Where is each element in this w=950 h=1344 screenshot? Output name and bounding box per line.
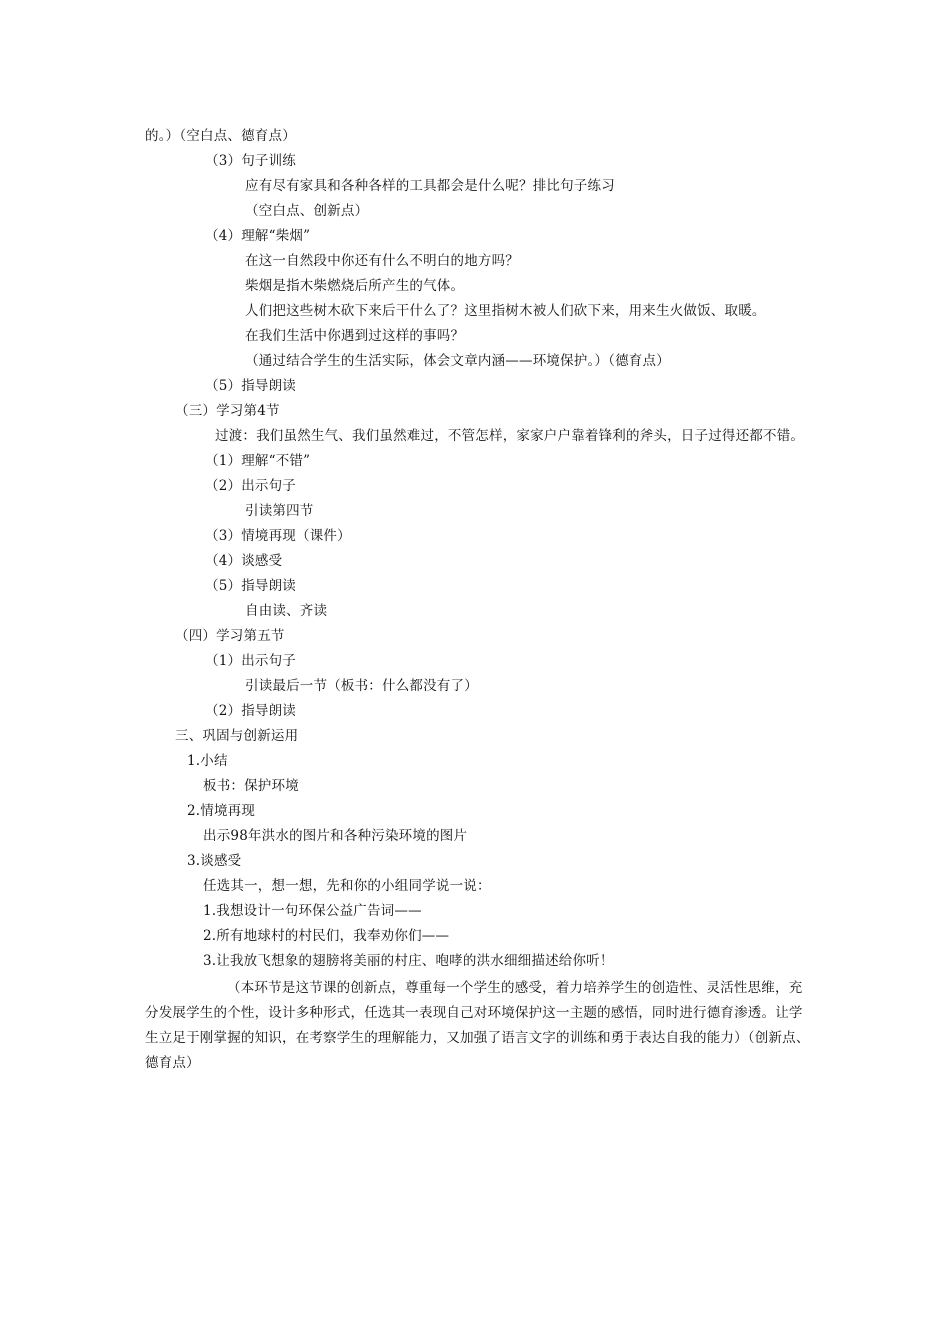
text-line: 三、巩固与创新运用 [175,728,299,744]
text-line: 自由读、齐读 [245,603,328,619]
text-line: （3）句子训练 [205,153,296,169]
text-line: 应有尽有家具和各种各样的工具都会是什么呢？排比句子练习 [245,178,615,194]
text-line: （2）指导朗读 [205,703,296,719]
text-line: （5）指导朗读 [205,578,296,594]
text-line: 在这一自然段中你还有什么不明白的地方吗？ [245,253,519,269]
text-line: （空白点、创新点） [245,203,369,219]
text-line: 板书：保护环境 [203,778,299,794]
text-line: 过渡：我们虽然生气、我们虽然难过，不管怎样，家家户户靠着锋利的斧头，日子过得还都不错。 [215,428,805,444]
text-line: 1.我想设计一句环保公益广告词—— [203,903,422,919]
closing-paragraph: （本环节是这节课的创新点，尊重每一个学生的感受，着力培养学生的创造性、灵活性思维，充分发展学生的个性，设计多种形式，任选其一表现自己对环境保护这一主题的感悟，同时进行德育渗透。让学生立足于刚掌握的知识，在考察学生的理解能力，又加强了语言文字的训练和勇于表达自我的能力）（创新点、德育点） [145,980,810,1071]
text-line: （4）理解“柴烟” [205,228,311,244]
text-line: 在我们生活中你遇到过这样的事吗？ [245,328,465,344]
text-line: 3.让我放飞想象的翅膀将美丽的村庄、咆哮的洪水细细描述给你听！ [203,953,614,969]
text-line: 任选其一，想一想，先和你的小组同学说一说： [203,878,491,894]
text-line: （5）指导朗读 [205,378,296,394]
text-line: （4）谈感受 [205,553,283,569]
text-line: （四）学习第五节 [175,628,285,644]
text-line: 2.情境再现 [187,803,256,819]
text-line: 人们把这些树木砍下来后干什么了？这里指树木被人们砍下来，用来生火做饭、取暖。 [245,303,766,319]
text-line: 3.谈感受 [187,853,242,869]
text-line: 柴烟是指木柴燃烧后所产生的气体。 [245,278,465,294]
text-line: （3）情境再现（课件） [205,528,351,544]
text-line: （1）出示句子 [205,653,296,669]
text-line: 的。）（空白点、德育点） [145,128,296,144]
text-line: （三）学习第4节 [175,403,280,419]
text-line: 引读第四节 [245,503,314,519]
text-line: （2）出示句子 [205,478,296,494]
text-line: 引读最后一节（板书：什么都没有了） [245,678,478,694]
text-line: 出示98年洪水的图片和各种污染环境的图片 [203,828,468,844]
text-line: （通过结合学生的生活实际，体会文章内涵——环境保护。）（德育点） [245,353,670,369]
text-line: 1.小结 [187,753,228,769]
text-line: 2.所有地球村的村民们，我奉劝你们—— [203,928,450,944]
text-line: （1）理解“不错” [205,453,311,469]
